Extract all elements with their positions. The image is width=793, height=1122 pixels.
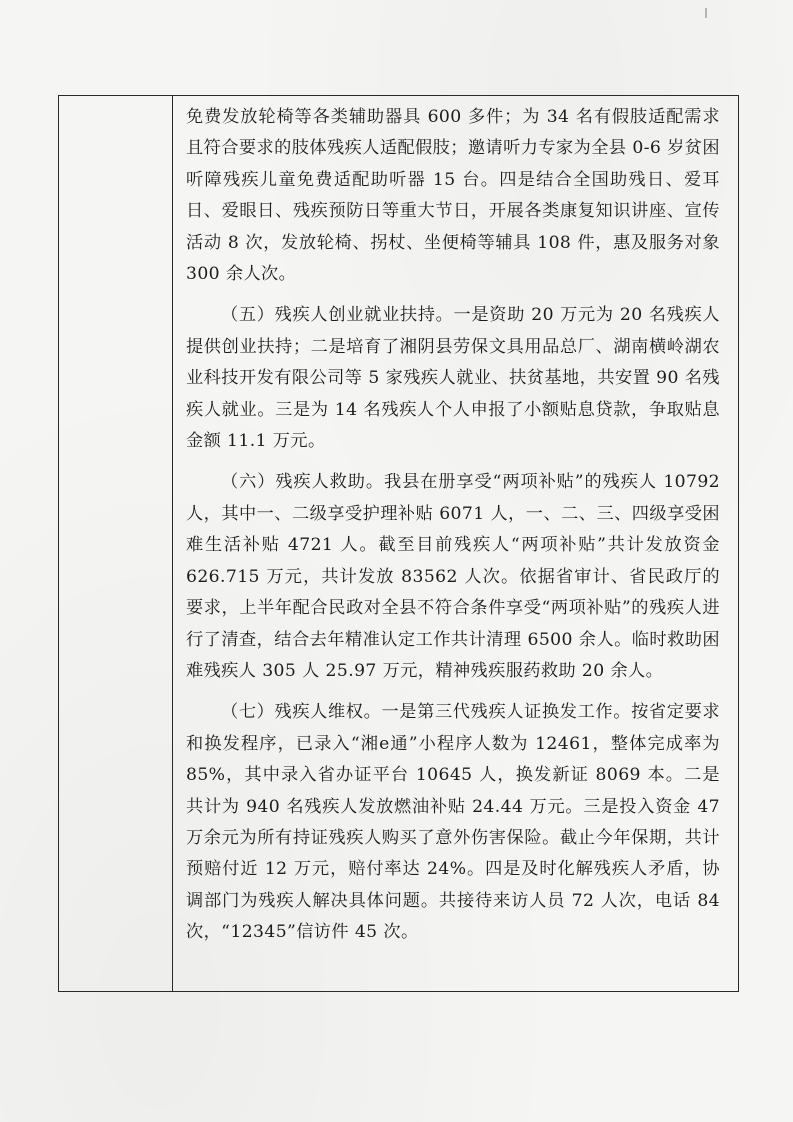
form-table [58,95,739,992]
table-content-cell [186,102,720,949]
scan-mark [705,8,707,18]
paragraph-rights-protection: （七）残疾人维权。一是第三代残疾人证换发工作。按省定要求和换发程序，已录入“湘e通”小程序人数为 12461，整体完成率为 85%，其中录入省办证平台 10645 人，换发新证 8069 本。二是共计为 940 名残疾人发放燃油补贴 24.44 万元。三是投入资金 47 万余元为所有持证残疾人购买了意外伤害保险。截止今年保期，共计预赔付近 12 万元，赔付率达 24%。四是及时化解残疾人矛盾，协调部门为残疾人解决具体问题。共接待来访人员 72 人次，电话 84 次，“12345”信访件 45 次。 [186,702,720,943]
paragraph-assistive-devices: 免费发放轮椅等各类辅助器具 600 多件；为 34 名有假肢适配需求且符合要求的肢体残疾人适配假肢；邀请听力专家为全县 0-6 岁贫困听障残疾儿童免费适配助听器 15 台。四是结合全国助残日、爱耳日、爱眼日、残疾预防日等重大节日，开展各类康复知识讲座、宣传活动 8 次，发放轮椅、拐杖、坐便椅等辅具 108 件，惠及服务对象 300 余人次。 [186,107,720,285]
paragraph-relief: （六）残疾人救助。我县在册享受“两项补贴”的残疾人 10792 人，其中一、二级享受护理补贴 6071 人，一、二、三、四级享受困难生活补贴 4721 人。截至目前残疾人“两项补贴”共计发放资金 626.715 万元，共计发放 83562 人次。依据省审计、省民政厅的要求，上半年配合民政对全县不符合条件享受“两项补贴”的残疾人进行了清查，结合去年精准认定工作共计清理 6500 余人。临时救助困难残疾人 305 人 25.97 万元，精神残疾服药救助 20 余人。 [186,472,720,681]
table-left-column [59,96,173,991]
paragraph-employment-support: （五）残疾人创业就业扶持。一是资助 20 万元为 20 名残疾人提供创业扶持；二是培育了湘阴县劳保文具用品总厂、湖南横岭湖农业科技开发有限公司等 5 家残疾人就业、扶贫基地，共安置 90 名残疾人就业。三是为 14 名残疾人个人申报了小额贴息贷款，争取贴息金额 11.1 万元。 [186,305,720,452]
